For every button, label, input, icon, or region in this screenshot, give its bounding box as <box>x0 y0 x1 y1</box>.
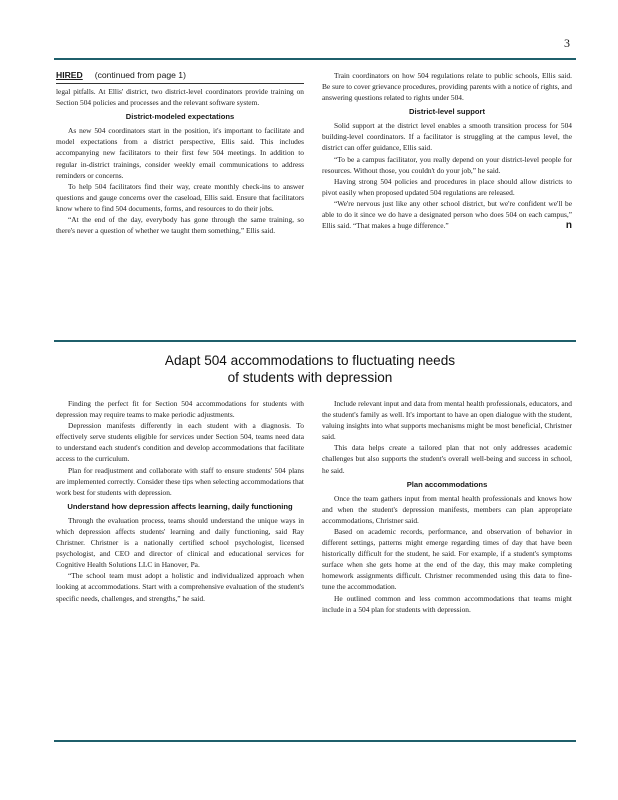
paragraph: As new 504 coordinators start in the position, it's important to facilitate and model expectations from a district perspective, Ellis said. This includes accompanying new facilitators to their first few 504 meetings. In addition to regular in-district trainings, consider weekly email communications to address reminders or concerns. <box>56 126 304 180</box>
paragraph: Solid support at the district level enables a smooth transition process for 504 building-level coordinators. If a facilitator is struggling at the campus level, the district can offer guidance, Ellis said. <box>322 121 572 153</box>
kicker-note: (continued from page 1) <box>94 70 186 80</box>
subheading: Plan accommodations <box>406 479 488 489</box>
paragraph: This data helps create a tailored plan that not only addresses academic challenges but also supports the student's overall well-being and success in school, he said. <box>322 443 572 475</box>
headline-line-1: Adapt 504 accommodations to fluctuating needs <box>164 353 456 368</box>
paragraph: Include relevant input and data from mental health professionals, educators, and the student's family as well. It's important to have an open dialogue with the student, valuing insights into what supports mechanisms might be most beneficial, Christner said. <box>322 399 572 442</box>
kicker <box>56 70 304 84</box>
paragraph: “To be a campus facilitator, you really depend on your district-level people for resources. Without those, you couldn't do your job,” he said. <box>322 154 572 175</box>
section-rule <box>54 340 576 342</box>
paragraph: “At the end of the day, everybody has gone through the same training, so there's never a question of whether we taught them something,” Ellis said. <box>56 215 304 236</box>
paragraph: “The school team must adopt a holistic and individualized approach when looking at accommodations. Start with a comprehensive evaluation of the student's specific needs, challenges, and strengths,” he said. <box>56 571 304 603</box>
article-left-column <box>56 398 304 604</box>
paragraph: Based on academic records, performance, and observation of behavior in different settings, patterns might emerge regarding times of day that have been historically difficult for the student, he said. For example, if a student's symptoms surface when she gets home at the end of the day, this may make completing homework assignments difficult. Christner recommended using this data to fine-tune the accommodation. <box>322 526 572 592</box>
paragraph: Train coordinators on how 504 regulations relate to public schools, Ellis said. Be sure to cover grievance procedures, providing parents with a notice of rights, and answering questions related to rights under 504. <box>322 71 572 103</box>
subheading: District-modeled expectations <box>125 112 235 122</box>
quote-text: “We're nervous just like any other school district, but we're confident we'll be able to do it since we do have a designated person who does 504 on each campus,” Ellis said. “That makes a huge difference.” <box>322 198 572 231</box>
kicker-label: HIRED <box>56 70 83 80</box>
page-number: 3 <box>564 36 570 50</box>
end-mark: n <box>565 220 572 232</box>
subheading: District-level support <box>409 107 485 117</box>
paragraph: He outlined common and less common accommodations that teams might include in a 504 plan for students with depression. <box>322 593 572 614</box>
top-rule <box>54 58 576 60</box>
paragraph <box>322 198 572 231</box>
paragraph: Through the evaluation process, teams should understand the unique ways in which depression affects students' learning and daily functioning, said Ray Christner. Christner is a nationally certified school psychologist, licensed psychologist, and CEO and director of clinical and educational services for Cognitive Health Solutions LLC in Hanover, Pa. <box>56 515 304 570</box>
paragraph: To help 504 facilitators find their way, create monthly check-ins to answer questions and gauge concerns over the caseload, Ellis said. Ensure that facilitators know where to find 504 documents, forms, and resources to do their jobs. <box>56 181 304 213</box>
paragraph: Once the team gathers input from mental health professionals and knows how and when the student's depression manifests, members can plan appropriate accommodations, Christner said. <box>322 493 572 525</box>
paragraph: Depression manifests differently in each student with a diagnosis. To effectively serve students eligible for services under Section 504, teams need data to understand each student's condition and develop accommodations that facilitate access to the curriculum. <box>56 421 304 464</box>
subheading: Understand how depression affects learning, daily functioning <box>67 501 293 511</box>
paragraph: Having strong 504 policies and procedures in place should allow districts to pivot easily when proposed updated 504 regulations are released. <box>322 176 572 197</box>
paragraph: Finding the perfect fit for Section 504 accommodations for students with depression may require teams to make periodic adjustments. <box>56 399 304 420</box>
bottom-rule <box>54 740 576 742</box>
paragraph: legal pitfalls. At Ellis' district, two district-level coordinators provide training on Section 504 policies and processes and the relevant software system. <box>56 87 304 108</box>
paragraph: Plan for readjustment and collaborate with staff to ensure students' 504 plans are implemented correctly. Consider these tips when selecting accommodations that work best for students with depression. <box>56 465 304 497</box>
article-headline <box>60 352 560 386</box>
continued-right-column <box>322 70 572 231</box>
article-right-column <box>322 398 572 615</box>
headline-line-2: of students with depression <box>227 370 393 385</box>
continued-left-column <box>56 70 304 236</box>
